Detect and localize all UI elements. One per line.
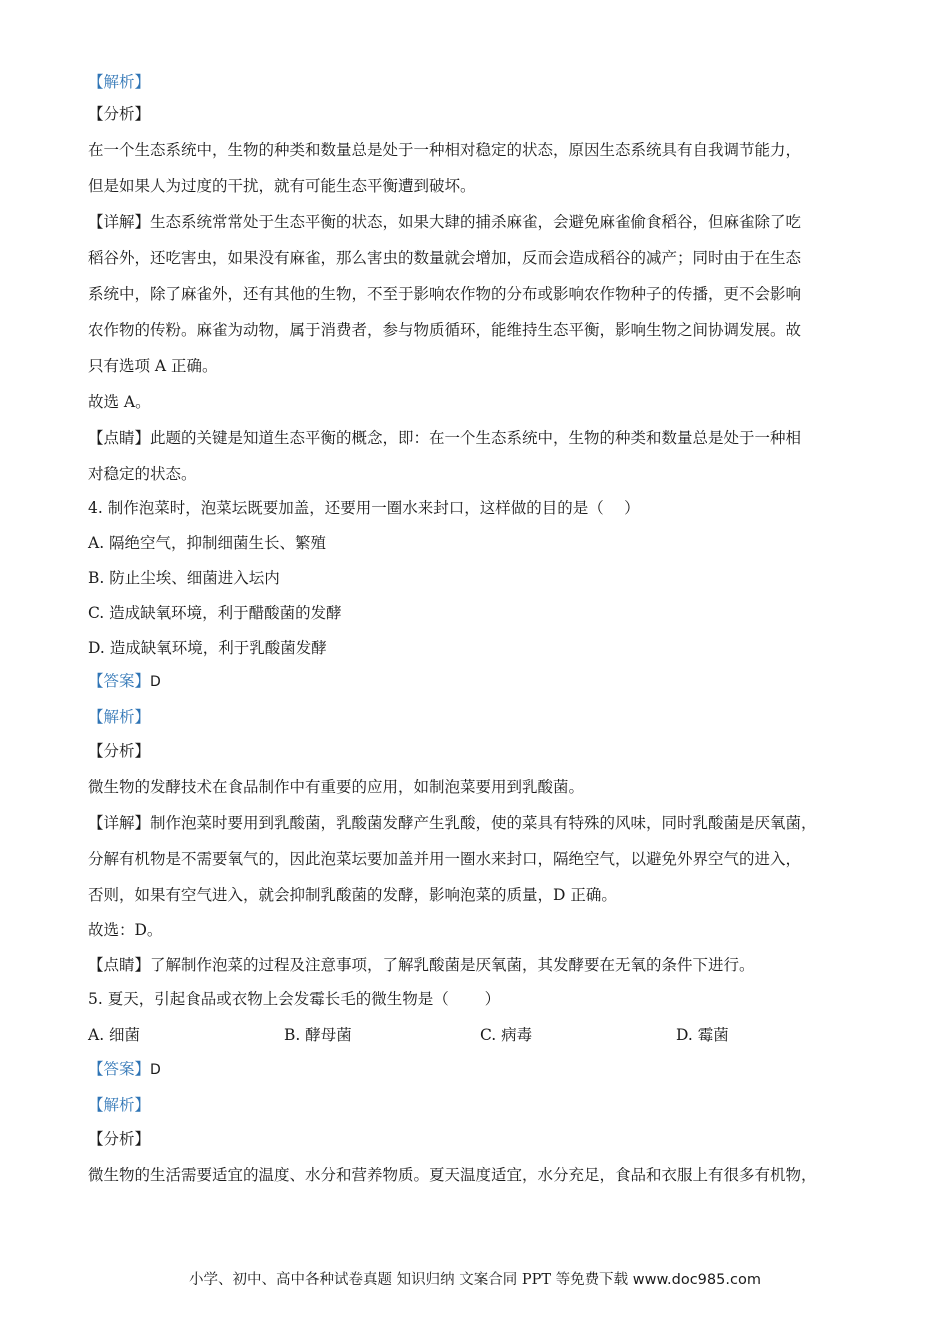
section-tag-analysis: 【解析】 <box>88 73 151 91</box>
option-item: B. 酵母菌 <box>284 1026 352 1044</box>
section-tag-fenxi: 【分析】 <box>88 742 151 760</box>
section-tag-fenxi: 【分析】 <box>88 1130 151 1148</box>
option-item: A. 细菌 <box>88 1026 141 1044</box>
text-line: B. 防止尘埃、细菌进入坛内 <box>88 569 280 587</box>
text-line: 在一个生态系统中，生物的种类和数量总是处于一种相对稳定的状态，原因生态系统具有自我调节能力， <box>88 141 802 159</box>
section-tag-analysis: 【解析】 <box>88 1096 151 1114</box>
text-line: 【点睛】此题的关键是知道生态平衡的概念，即：在一个生态系统中，生物的种类和数量总是处于一种相 <box>88 429 802 447</box>
text-line: 农作物的传粉。麻雀为动物，属于消费者，参与物质循环，能维持生态平衡，影响生物之间协调发展。故 <box>88 321 802 339</box>
text-line: C. 造成缺氧环境，利于醋酸菌的发酵 <box>88 604 342 622</box>
text-line: 否则，如果有空气进入，就会抑制乳酸菌的发酵，影响泡菜的质量，D 正确。 <box>88 886 617 904</box>
text-line: 故选：D。 <box>88 921 163 939</box>
text-line: 【详解】生态系统常常处于生态平衡的状态，如果大肆的捕杀麻雀，会避免麻雀偷食稻谷，但麻雀除了吃 <box>88 213 802 231</box>
text-line: 【详解】制作泡菜时要用到乳酸菌，乳酸菌发酵产生乳酸，使的菜具有特殊的风味，同时乳酸菌是厌氧菌， <box>88 814 817 832</box>
text-line: 微生物的生活需要适宜的温度、水分和营养物质。夏天温度适宜，水分充足，食品和衣服上有很多有机物， <box>88 1166 817 1184</box>
answer-label: 【答案】 <box>88 1060 151 1078</box>
text-line: 但是如果人为过度的干扰，就有可能生态平衡遭到破坏。 <box>88 177 476 195</box>
answer-value: D <box>150 674 161 690</box>
section-tag-fenxi: 【分析】 <box>88 105 151 123</box>
page-footer <box>0 1268 950 1289</box>
text-line: A. 隔绝空气，抑制细菌生长、繁殖 <box>88 534 327 552</box>
footer-site: www.doc985.com <box>632 1272 761 1288</box>
answer-value: D <box>150 1062 161 1078</box>
text-line: D. 造成缺氧环境，利于乳酸菌发酵 <box>88 639 327 657</box>
text-line: 系统中，除了麻雀外，还有其他的生物，不至于影响农作物的分布或影响农作物种子的传播，更不会影响 <box>88 285 802 303</box>
text-line: 只有选项 A 正确。 <box>88 357 218 375</box>
answer-label: 【答案】 <box>88 672 151 690</box>
footer-text: 小学、初中、高中各种试卷真题 知识归纳 文案合同 PPT 等免费下载 <box>189 1272 629 1288</box>
text-line: 故选 A。 <box>88 393 151 411</box>
options-row <box>88 1025 872 1045</box>
text-line: 分解有机物是不需要氧气的，因此泡菜坛要加盖并用一圈水来封口，隔绝空气，以避免外界空气的进入， <box>88 850 802 868</box>
option-item: D. 霉菌 <box>676 1026 729 1044</box>
answer-line <box>88 671 161 692</box>
text-line: 对稳定的状态。 <box>88 465 197 483</box>
text-line: 5. 夏天，引起食品或衣物上会发霉长毛的微生物是（ ） <box>88 990 501 1008</box>
answer-line <box>88 1059 161 1080</box>
text-line: 微生物的发酵技术在食品制作中有重要的应用，如制泡菜要用到乳酸菌。 <box>88 778 585 796</box>
option-item: C. 病毒 <box>480 1026 533 1044</box>
text-line: 稻谷外，还吃害虫，如果没有麻雀，那么害虫的数量就会增加，反而会造成稻谷的减产；同时由于在生态 <box>88 249 802 267</box>
text-line: 4. 制作泡菜时，泡菜坛既要加盖，还要用一圈水来封口，这样做的目的是（ ） <box>88 499 640 517</box>
text-line: 【点睛】了解制作泡菜的过程及注意事项，了解乳酸菌是厌氧菌，其发酵要在无氧的条件下进行。 <box>88 956 755 974</box>
section-tag-analysis: 【解析】 <box>88 708 151 726</box>
